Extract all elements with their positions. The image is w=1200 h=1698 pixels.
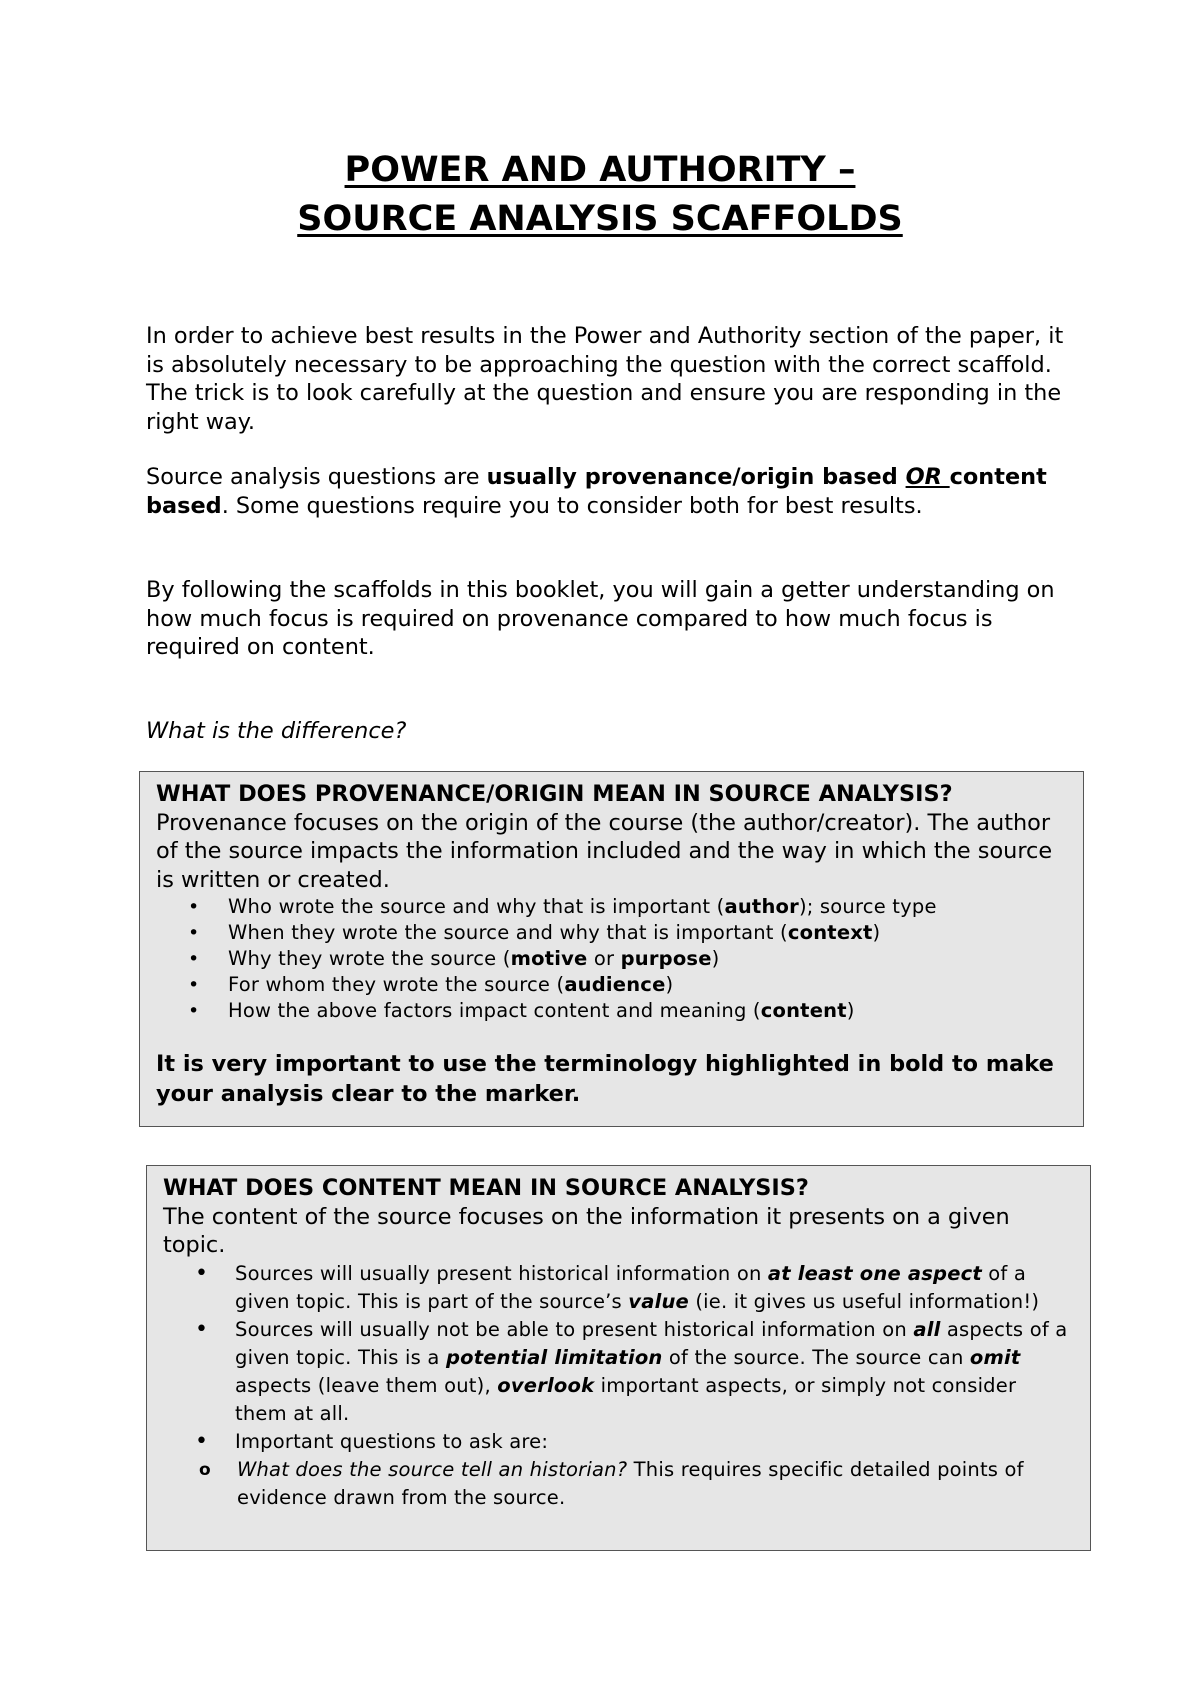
intro-paragraph-2 xyxy=(146,463,1076,520)
keyword-at-least-one-aspect: at least one aspect xyxy=(767,1261,982,1285)
provenance-bullet-list xyxy=(156,894,1067,1024)
keyword-value: value xyxy=(628,1289,689,1313)
intro-paragraph-1: In order to achieve best results in the Power and Authority section of the paper, it is absolutely necessary to be approaching the question with the correct scaffold. The trick is to look carefully at the question and ensure you are responding in the right way. xyxy=(146,323,1064,435)
bullet-text: For whom they wrote the source ( xyxy=(228,973,565,996)
difference-question: What is the difference? xyxy=(146,718,407,744)
bullet-text: ) xyxy=(846,999,855,1022)
bullet-icon: • xyxy=(195,1316,209,1342)
bullet-text: Why they wrote the source ( xyxy=(228,947,511,970)
bullet-text: Who wrote the source and why that is important ( xyxy=(228,895,725,918)
bullet-text: This requires specific detailed points of evidence drawn from the source. xyxy=(237,1457,1024,1509)
p2-text-b: . Some questions require you to consider both for best results. xyxy=(221,492,923,519)
keyword-motive: motive xyxy=(510,947,588,970)
provenance-description: Provenance focuses on the origin of the course (the author/creator). The author of the source impacts the information included and the way in which the source is written or created. xyxy=(156,809,1053,893)
bullet-text: ) xyxy=(665,973,674,996)
list-item xyxy=(163,1428,1074,1512)
bullet-text: of a given topic. This is part of the source’s xyxy=(235,1261,1027,1313)
list-item xyxy=(163,1456,1074,1512)
sub-bullet-icon: o xyxy=(199,1459,211,1480)
bullet-text: ) xyxy=(711,947,720,970)
keyword-context: context xyxy=(787,921,873,944)
list-item xyxy=(156,972,1067,998)
keyword-all: all xyxy=(913,1317,941,1341)
provenance-box xyxy=(139,771,1084,1127)
terminology-note: It is very important to use the terminology highlighted in bold to make your analysis clear to the marker. xyxy=(156,1051,1054,1107)
bullet-text: ) xyxy=(872,921,881,944)
keyword-audience: audience xyxy=(564,973,666,996)
bullet-text: aspects (leave them out), xyxy=(235,1373,498,1397)
bullet-text: How the above factors impact content and meaning ( xyxy=(228,999,761,1022)
p2-bold-content: content based xyxy=(146,464,1047,519)
bullet-icon: • xyxy=(188,1000,200,1022)
bullet-icon: • xyxy=(188,922,200,944)
bullet-text: Sources will usually present historical information on xyxy=(235,1261,768,1285)
bullet-text: important aspects, or simply not consider them at all. xyxy=(235,1373,1017,1425)
bullet-text: When they wrote the source and why that is important ( xyxy=(228,921,788,944)
bullet-text: of the source. The source can xyxy=(662,1345,970,1369)
bullet-icon: • xyxy=(188,896,200,918)
list-item xyxy=(163,1316,1074,1428)
question-sublist xyxy=(163,1456,1074,1512)
bullet-text: Sources will usually not be able to present historical information on xyxy=(235,1317,914,1341)
list-item xyxy=(156,894,1067,920)
content-bullet-list xyxy=(163,1260,1074,1512)
provenance-heading: WHAT DOES PROVENANCE/ORIGIN MEAN IN SOURCE ANALYSIS? xyxy=(156,781,953,807)
content-description: The content of the source focuses on the information it presents on a given topic. xyxy=(163,1203,1010,1258)
bullet-text: or xyxy=(587,947,621,970)
title-line-1: POWER AND AUTHORITY – xyxy=(344,150,856,190)
keyword-omit: omit xyxy=(969,1345,1021,1369)
bullet-text: (ie. it gives us useful information!) xyxy=(688,1289,1040,1313)
bullet-icon: • xyxy=(195,1260,209,1286)
keyword-potential-limitation: potential limitation xyxy=(445,1345,663,1369)
content-box xyxy=(146,1165,1091,1551)
list-item xyxy=(156,998,1067,1024)
title-line-2: SOURCE ANALYSIS SCAFFOLDS xyxy=(297,199,903,239)
list-item xyxy=(156,920,1067,946)
bullet-icon: • xyxy=(188,974,200,996)
content-heading: WHAT DOES CONTENT MEAN IN SOURCE ANALYSIS? xyxy=(163,1175,809,1201)
bullet-text: Important questions to ask are: xyxy=(235,1429,549,1453)
bullet-icon: • xyxy=(188,948,200,970)
p2-text-a: Source analysis questions are xyxy=(146,464,487,490)
bullet-text: ); source type xyxy=(798,895,937,918)
keyword-purpose: purpose xyxy=(620,947,712,970)
p2-bold-provenance: usually provenance/origin based xyxy=(486,464,906,490)
p2-or: OR xyxy=(905,464,950,490)
page-title xyxy=(0,146,1200,244)
intro-paragraph-3: By following the scaffolds in this booklet, you will gain a getter understanding on how much focus is required on provenance compared to how much focus is required on content. xyxy=(146,577,1055,660)
list-item xyxy=(163,1260,1074,1316)
bullet-text: aspects of a given topic. This is a xyxy=(235,1317,1068,1369)
keyword-author: author xyxy=(724,895,799,918)
keyword-overlook: overlook xyxy=(497,1373,595,1397)
question-text: What does the source tell an historian? xyxy=(237,1457,628,1481)
bullet-icon: • xyxy=(195,1428,209,1454)
list-item xyxy=(156,946,1067,972)
keyword-content: content xyxy=(760,999,847,1022)
